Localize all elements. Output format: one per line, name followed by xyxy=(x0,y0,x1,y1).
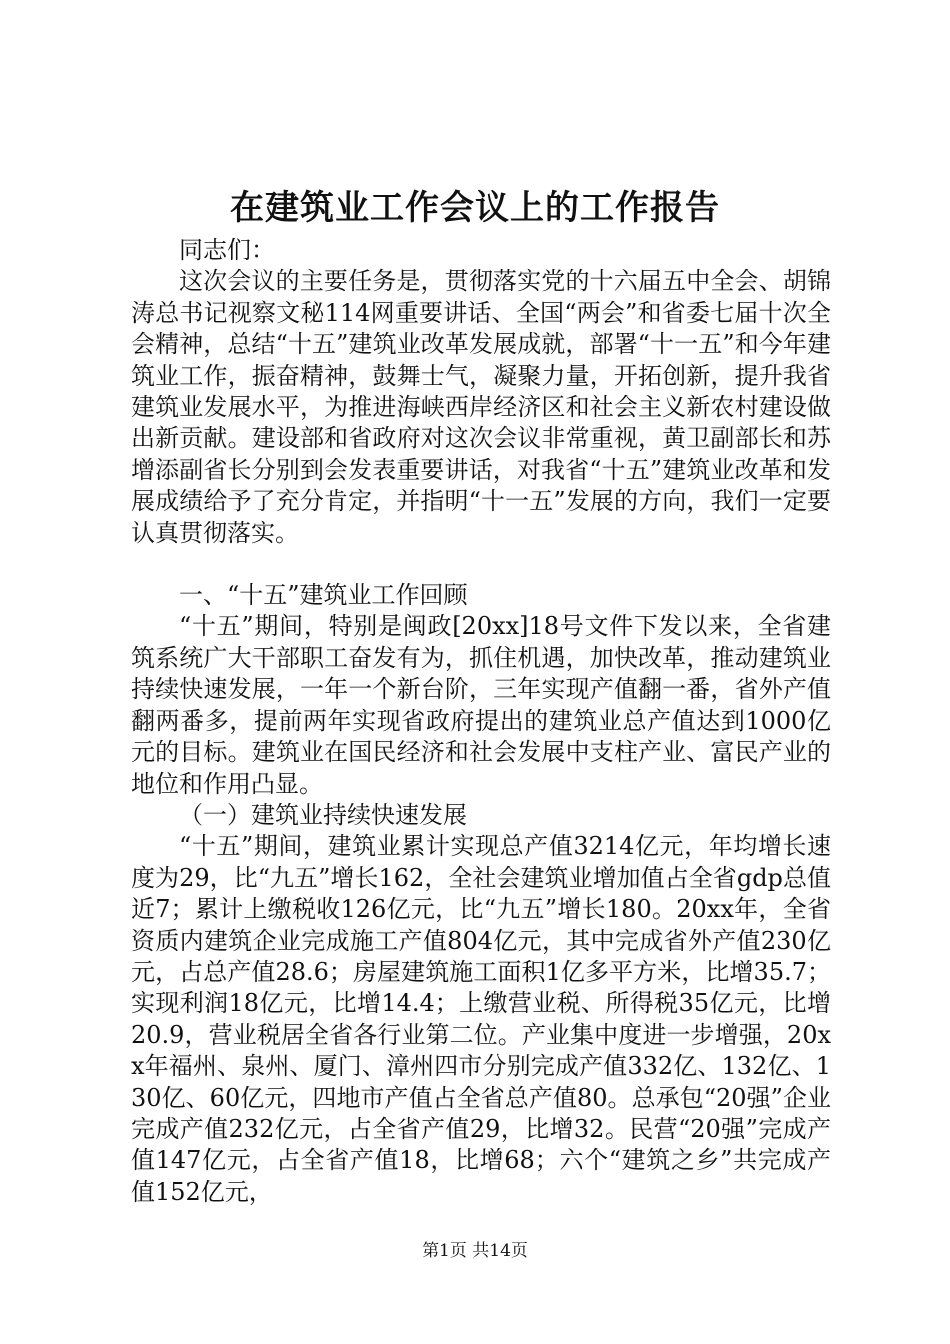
section-heading-review: 一、“十五”建筑业工作回顾 xyxy=(179,581,468,610)
document-body xyxy=(131,235,831,1208)
page-footer: 第1页 共14页 xyxy=(422,1241,528,1261)
document-title: 在建筑业工作会议上的工作报告 xyxy=(230,188,720,228)
paragraph-spacer xyxy=(131,549,831,580)
paragraph-intro: 这次会议的主要任务是，贯彻落实党的十六届五中全会、胡锦涛总书记视察文秘114网重要讲话、全国“两会”和省委七届十次全会精神，总结“十五”建筑业改革发展成就，部署“十一五”和今年建筑业工作，振奋精神，鼓舞士气，凝聚力量，开拓创新，提升我省建筑业发展水平，为推进海峡西岸经济区和社会主义新农村建设做出新贡献。建设部和省政府对这次会议非常重视，黄卫副部长和苏增添副省长分别到会发表重要讲话，对我省“十五”建筑业改革和发展成绩给予了充分肯定，并指明“十一五”发展的方向，我们一定要认真贯彻落实。 xyxy=(131,267,831,547)
paragraph-growth: “十五”期间，建筑业累计实现总产值3214亿元，年均增长速度为29，比“九五”增长162，全社会建筑业增加值占全省gdp总值近7；累计上缴税收126亿元，比“九五”增长180。20xx年，全省资质内建筑企业完成施工产值804亿元，其中完成省外产值230亿元，占总产值28.6；房屋建筑施工面积1亿多平方米，比增35.7；实现利润18亿元，比增14.4；上缴营业税、所得税35亿元，比增20.9，营业税居全省各行业第二位。产业集中度进一步增强，20xx年福州、泉州、厦门、漳州四市分别完成产值332亿、132亿、130亿、60亿元，四地市产值占全省总产值80。总承包“20强”企业完成产值232亿元，占全省产值29，比增32。民营“20强”完成产值147亿元，占全省产值18，比增68；六个“建筑之乡”共完成产值152亿元， xyxy=(131,832,831,1206)
paragraph-review: “十五”期间，特别是闽政[20xx]18号文件下发以来，全省建筑系统广大干部职工奋发有为，抓住机遇，加快改革，推动建筑业持续快速发展，一年一个新台阶，三年实现产值翻一番，省外产值翻两番多，提前两年实现省政府提出的建筑业总产值达到1000亿元的目标。建筑业在国民经济和社会发展中支柱产业、富民产业的地位和作用凸显。 xyxy=(131,612,831,798)
subsection-heading-growth: （一）建筑业持续快速发展 xyxy=(179,800,467,829)
salutation: 同志们： xyxy=(179,236,275,264)
